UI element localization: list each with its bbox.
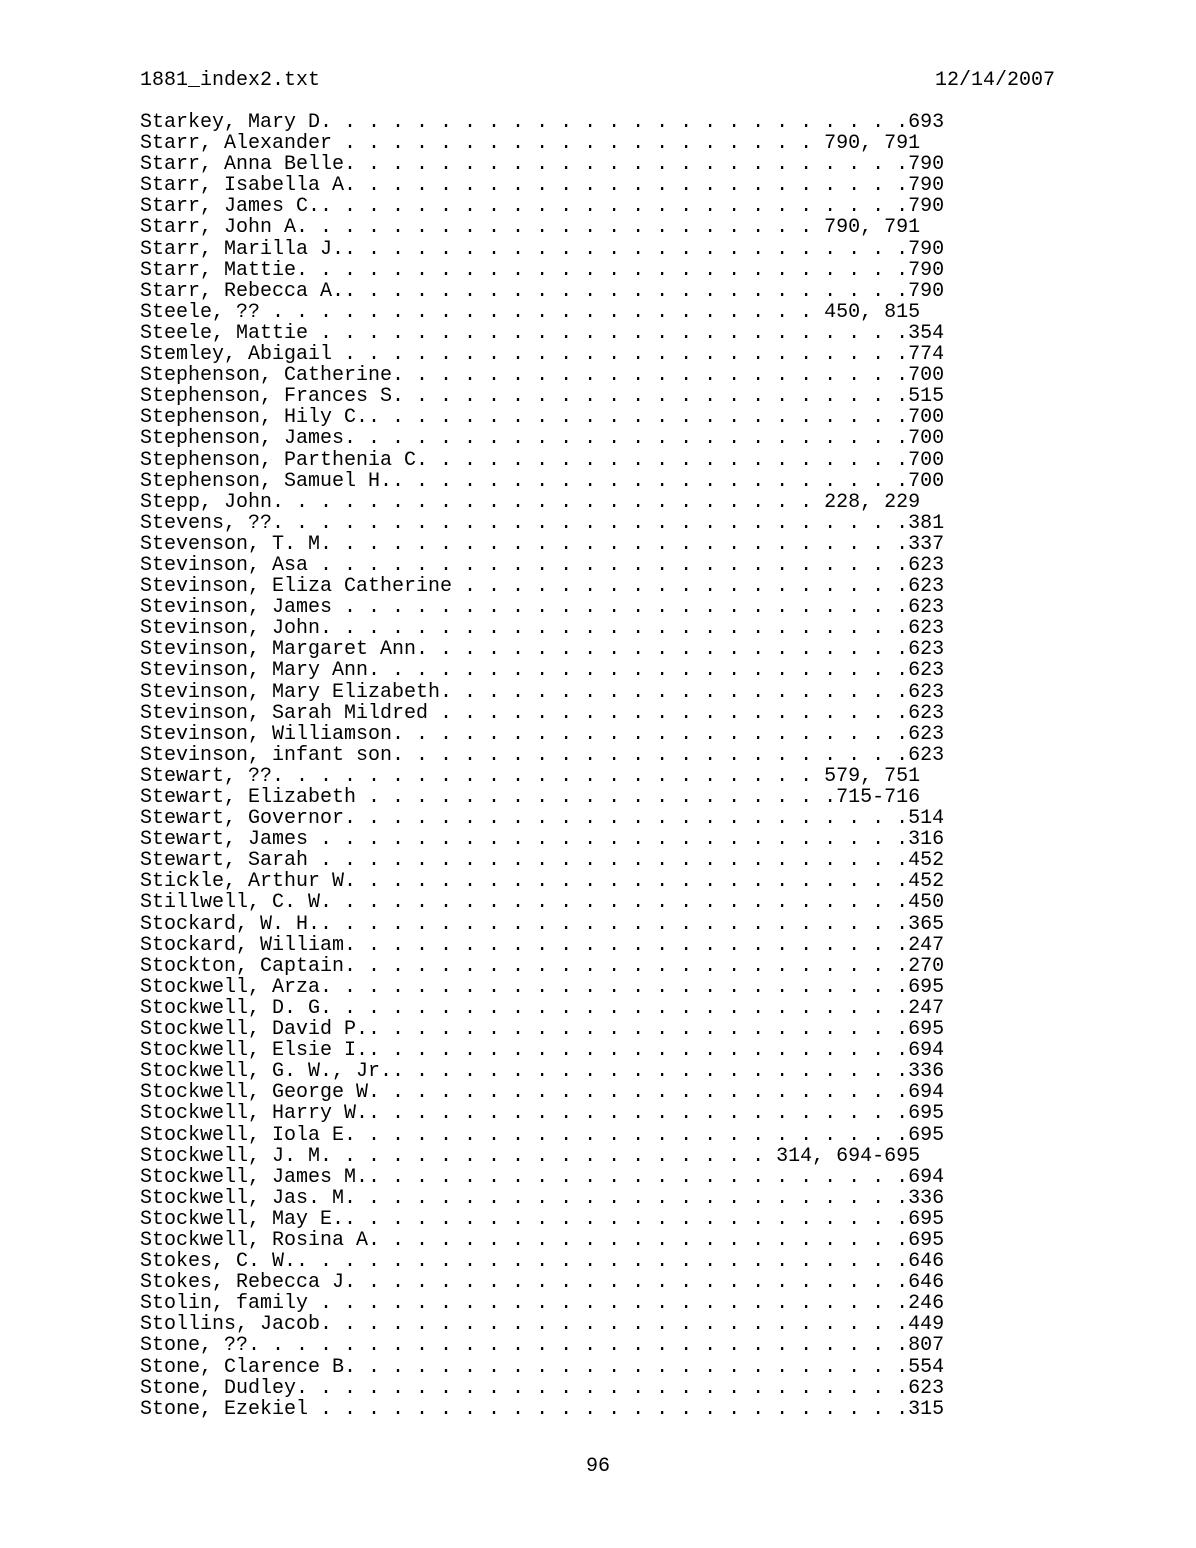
index-entry: Stockwell, Harry W.. . . . . . . . . . . . . . . . . . . . . . .695 [140, 1102, 945, 1126]
index-entry: Stevenson, T. M. . . . . . . . . . . . . . . . . . . . . . . . .337 [140, 532, 945, 556]
index-entry: Stevinson, Margaret Ann. . . . . . . . . . . . . . . . . . . . .623 [140, 638, 945, 662]
index-entry: Stockton, Captain. . . . . . . . . . . . . . . . . . . . . . . .270 [140, 954, 945, 978]
index-entry: Starr, Isabella A. . . . . . . . . . . . . . . . . . . . . . . .790 [140, 174, 945, 198]
index-entry: Starr, Alexander . . . . . . . . . . . . . . . . . . . . 790, 791 [140, 132, 921, 156]
index-entry: Stewart, James . . . . . . . . . . . . . . . . . . . . . . . . .316 [140, 828, 945, 852]
index-entry: Stockwell, David P.. . . . . . . . . . . . . . . . . . . . . . .695 [140, 1018, 945, 1042]
index-entry: Starr, Anna Belle. . . . . . . . . . . . . . . . . . . . . . . .790 [140, 153, 945, 177]
index-entry: Stockwell, G. W., Jr.. . . . . . . . . . . . . . . . . . . . . .336 [140, 1060, 945, 1084]
index-entry: Stone, ??. . . . . . . . . . . . . . . . . . . . . . . . . . . .807 [140, 1334, 945, 1358]
index-entry: Starr, Mattie. . . . . . . . . . . . . . . . . . . . . . . . . .790 [140, 258, 945, 282]
index-entry: Stewart, Governor. . . . . . . . . . . . . . . . . . . . . . . .514 [140, 807, 945, 831]
index-entry: Stockwell, James M.. . . . . . . . . . . . . . . . . . . . . . .694 [140, 1165, 945, 1189]
index-entry: Stokes, C. W.. . . . . . . . . . . . . . . . . . . . . . . . . .646 [140, 1250, 945, 1274]
index-entry: Stockard, William. . . . . . . . . . . . . . . . . . . . . . . .247 [140, 933, 945, 957]
index-entry: Stephenson, Hily C.. . . . . . . . . . . . . . . . . . . . . . .700 [140, 406, 945, 430]
index-entry: Stockwell, Jas. M. . . . . . . . . . . . . . . . . . . . . . . .336 [140, 1186, 945, 1210]
index-entry: Stevinson, Eliza Catherine . . . . . . . . . . . . . . . . . . .623 [140, 575, 945, 599]
index-entry: Stickle, Arthur W. . . . . . . . . . . . . . . . . . . . . . . .452 [140, 870, 945, 894]
index-entry: Stockwell, Elsie I.. . . . . . . . . . . . . . . . . . . . . . .694 [140, 1039, 945, 1063]
document-date: 12/14/2007 [935, 69, 1056, 92]
index-entry: Stillwell, C. W. . . . . . . . . . . . . . . . . . . . . . . . .450 [140, 891, 945, 915]
index-entry: Stevinson, Williamson. . . . . . . . . . . . . . . . . . . . . .623 [140, 722, 945, 746]
index-entry: Stewart, ??. . . . . . . . . . . . . . . . . . . . . . . 579, 751 [140, 764, 921, 788]
page-number: 96 [585, 1455, 610, 1478]
index-entry: Stewart, Elizabeth . . . . . . . . . . . . . . . . . . . .715-716 [140, 786, 921, 809]
index-entry: Stollins, Jacob. . . . . . . . . . . . . . . . . . . . . . . . .449 [140, 1313, 945, 1337]
index-entry: Stephenson, Frances S. . . . . . . . . . . . . . . . . . . . . .515 [140, 385, 945, 409]
index-entry: Stockwell, J. M. . . . . . . . . . . . . . . . . . . 314, 694-695 [140, 1144, 921, 1168]
index-entry: Stevinson, John. . . . . . . . . . . . . . . . . . . . . . . . .623 [140, 617, 945, 641]
index-entry: Stepp, John. . . . . . . . . . . . . . . . . . . . . . . 228, 229 [140, 490, 921, 514]
index-entry-list [140, 112, 944, 1420]
index-entry: Steele, Mattie . . . . . . . . . . . . . . . . . . . . . . . . .354 [140, 321, 945, 345]
index-entry: Stephenson, Samuel H.. . . . . . . . . . . . . . . . . . . . . .700 [140, 469, 945, 493]
index-entry: Stockwell, Arza. . . . . . . . . . . . . . . . . . . . . . . . .695 [140, 975, 945, 999]
index-entry: Stockwell, D. G. . . . . . . . . . . . . . . . . . . . . . . . .247 [140, 996, 945, 1020]
index-entry: Stevens, ??. . . . . . . . . . . . . . . . . . . . . . . . . . .381 [140, 511, 945, 535]
index-entry: Stokes, Rebecca J. . . . . . . . . . . . . . . . . . . . . . . .646 [140, 1271, 945, 1295]
index-entry: Starr, Rebecca A.. . . . . . . . . . . . . . . . . . . . . . . .790 [140, 279, 945, 303]
index-entry: Steele, ?? . . . . . . . . . . . . . . . . . . . . . . . 450, 815 [140, 300, 921, 324]
index-entry: Stephenson, James. . . . . . . . . . . . . . . . . . . . . . . .700 [140, 427, 945, 451]
index-entry: Stockwell, Iola E. . . . . . . . . . . . . . . . . . . . . . . .695 [140, 1123, 945, 1147]
document-filename: 1881_index2.txt [140, 69, 321, 92]
index-entry: Stevinson, Mary Ann. . . . . . . . . . . . . . . . . . . . . . .623 [140, 659, 945, 683]
index-entry: Stockard, W. H.. . . . . . . . . . . . . . . . . . . . . . . . .365 [140, 912, 945, 936]
index-entry: Stone, Clarence B. . . . . . . . . . . . . . . . . . . . . . . .554 [140, 1355, 945, 1379]
index-entry: Starr, Marilla J.. . . . . . . . . . . . . . . . . . . . . . . .790 [140, 237, 945, 261]
index-entry: Stevinson, infant son. . . . . . . . . . . . . . . . . . . . . .623 [140, 743, 945, 767]
index-entry: Starr, James C.. . . . . . . . . . . . . . . . . . . . . . . . .790 [140, 195, 945, 219]
index-entry: Starr, John A. . . . . . . . . . . . . . . . . . . . . . 790, 791 [140, 216, 921, 240]
index-entry: Stone, Dudley. . . . . . . . . . . . . . . . . . . . . . . . . .623 [140, 1376, 945, 1400]
index-entry: Stockwell, George W. . . . . . . . . . . . . . . . . . . . . . .694 [140, 1081, 945, 1105]
index-entry: Stephenson, Parthenia C. . . . . . . . . . . . . . . . . . . . .700 [140, 448, 945, 472]
index-entry: Stevinson, James . . . . . . . . . . . . . . . . . . . . . . . .623 [140, 596, 945, 620]
index-entry: Stemley, Abigail . . . . . . . . . . . . . . . . . . . . . . . .774 [140, 343, 945, 367]
index-entry: Stewart, Sarah . . . . . . . . . . . . . . . . . . . . . . . . .452 [140, 849, 945, 873]
index-entry: Stockwell, Rosina A. . . . . . . . . . . . . . . . . . . . . . .695 [140, 1228, 945, 1252]
index-entry: Stolin, family . . . . . . . . . . . . . . . . . . . . . . . . .246 [140, 1292, 945, 1316]
index-entry: Stevinson, Sarah Mildred . . . . . . . . . . . . . . . . . . . .623 [140, 701, 945, 725]
index-entry: Stevinson, Asa . . . . . . . . . . . . . . . . . . . . . . . . .623 [140, 553, 945, 577]
index-entry: Stone, Ezekiel . . . . . . . . . . . . . . . . . . . . . . . . .315 [140, 1397, 945, 1421]
index-entry: Stevinson, Mary Elizabeth. . . . . . . . . . . . . . . . . . . .623 [140, 680, 945, 704]
index-entry: Stephenson, Catherine. . . . . . . . . . . . . . . . . . . . . .700 [140, 364, 945, 388]
index-entry: Stockwell, May E.. . . . . . . . . . . . . . . . . . . . . . . .695 [140, 1207, 945, 1231]
index-entry: Starkey, Mary D. . . . . . . . . . . . . . . . . . . . . . . . .693 [140, 111, 945, 134]
